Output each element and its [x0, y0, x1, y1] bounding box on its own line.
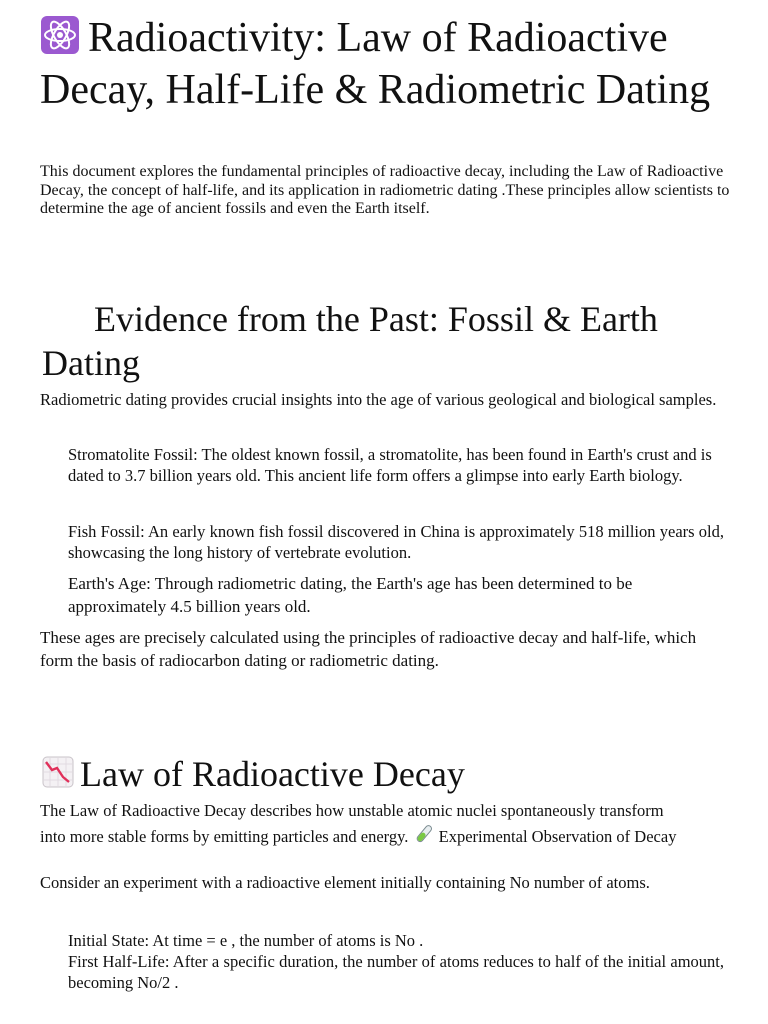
evidence-lead: Radiometric dating provides crucial insights into the age of various geological and biological samples. — [40, 390, 717, 409]
law-heading: Law of Radioactive Decay — [42, 752, 722, 798]
consider-paragraph: Consider an experiment with a radioactive element initially containing No number of atoms. — [40, 873, 650, 892]
atom-symbol-icon — [40, 15, 80, 66]
evidence-closing: These ages are precisely calculated using the principles of radioactive decay and half-life, which form the basis of radiocarbon dating or radiometric dating. — [40, 628, 697, 670]
test-tube-icon — [413, 823, 435, 852]
intro-paragraph: This document explores the fundamental principles of radioactive decay, including the Law of Radioactive Decay, the concept of half-life, and its application in radiometric dating .These principles allow scientists to determine the age of ancient fossils and even the Earth itself. — [40, 163, 730, 217]
list-item: Earth's Age: Through radiometric dating, the Earth's age has been determined to be approximately 4.5 billion years old. — [68, 574, 633, 616]
list-item: Stromatolite Fossil: The oldest known fossil, a stromatolite, has been found in Earth's crust and is dated to 3.7 billion years old. This ancient life form offers a glimpse into early Earth biology. — [68, 445, 712, 485]
list-item: Initial State: At time = e , the number of atoms is No . — [68, 931, 424, 950]
document-title: Radioactivity: Law of Radioactive Decay, Half-Life & Radiometric Dating — [40, 15, 711, 113]
law-paragraph: The Law of Radioactive Decay describes how unstable atomic nuclei spontaneously transform into more stable forms by emitting particles and energy. Experimental Observation of Decay — [40, 798, 680, 852]
evidence-heading: Evidence from the Past: Fossil & Earth Dating — [42, 299, 658, 383]
list-item: First Half-Life: After a specific duration, the number of atoms reduces to half of the initial amount, becoming No/2 . — [68, 952, 724, 992]
chart-decreasing-icon — [42, 754, 74, 798]
list-item: Fish Fossil: An early known fish fossil discovered in China is approximately 518 million years old, showcasing the long history of vertebrate evolution. — [68, 522, 724, 562]
